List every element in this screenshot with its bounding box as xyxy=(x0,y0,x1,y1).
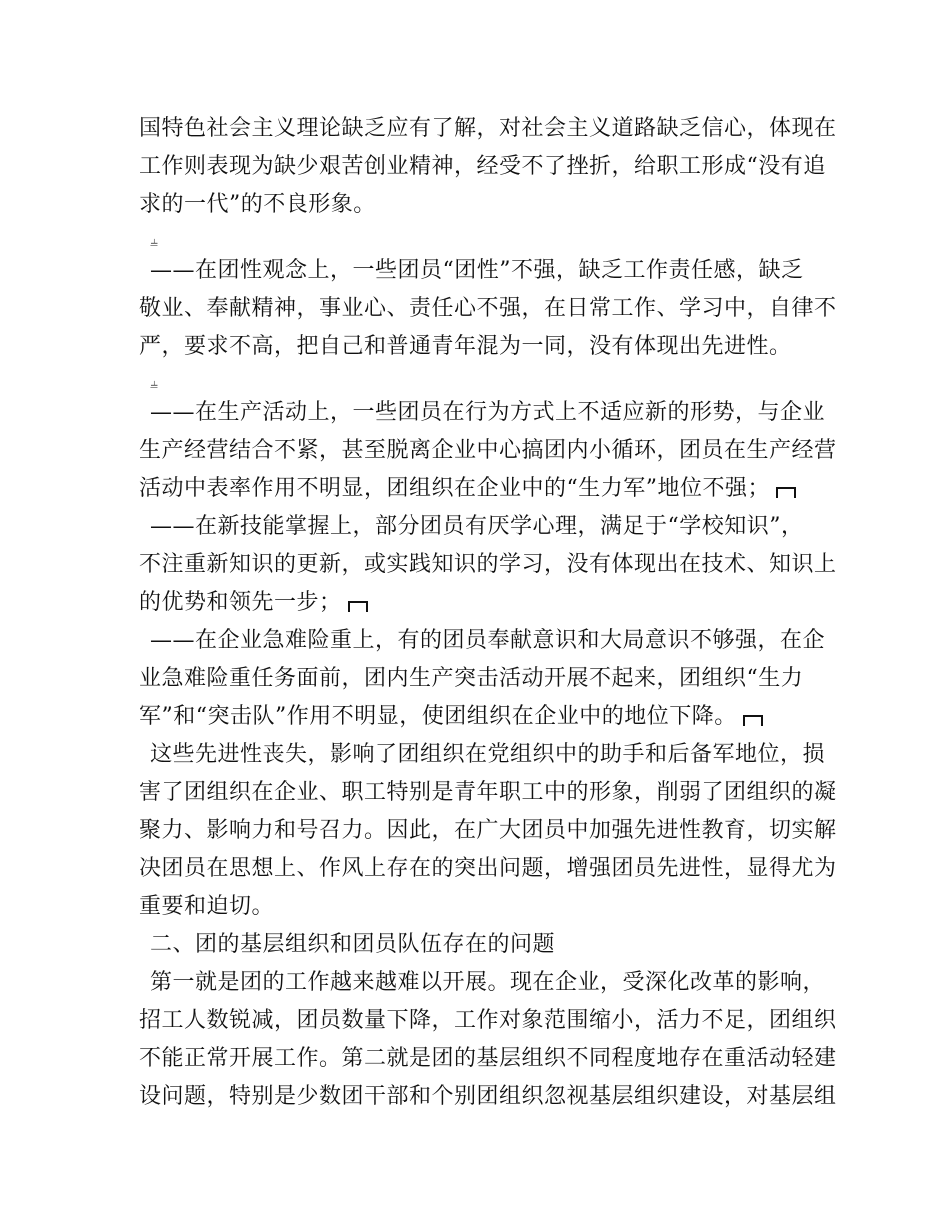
section-heading: 二、团的基层组织和团员队伍存在的问题 xyxy=(150,932,556,957)
text-line: ——在新技能掌握上，部分团员有厌学心理，满足于“学校知识”， xyxy=(150,514,804,539)
text-line: 重要和迫切。 xyxy=(139,894,275,919)
text-line: 国特色社会主义理论缺乏应有了解，对社会主义道路缺乏信心，体现在 xyxy=(139,116,837,141)
text-line: 聚力、影响力和号召力。因此，在广大团员中加强先进性教育，切实解 xyxy=(139,818,837,843)
line-break-icon xyxy=(348,601,368,612)
text-line: 不能正常开展工作。第二就是团的基层组织不同程度地存在重活动轻建 xyxy=(139,1046,837,1071)
text-line: 生产经营结合不紧，甚至脱离企业中心搞团内小循环，团员在生产经营 xyxy=(139,438,837,463)
text-line: 决团员在思想上、作风上存在的突出问题，增强团员先进性，显得尤为 xyxy=(139,856,837,881)
paragraph-mark-icon: ⫨ xyxy=(150,376,158,392)
text-line: 工作则表现为缺少艰苦创业精神，经受不了挫折，给职工形成“没有追 xyxy=(139,154,826,179)
text-line: ——在企业急难险重上，有的团员奉献意识和大局意识不够强，在企 xyxy=(150,628,826,653)
text-line: ——在团性观念上，一些团员“团性”不强，缺乏工作责任感，缺乏 xyxy=(150,258,804,283)
text-line: 害了团组织在企业、职工特别是青年职工中的形象，削弱了团组织的凝 xyxy=(139,780,837,805)
text-line: 活动中表率作用不明显，团组织在企业中的“生力军”地位不强； xyxy=(139,470,796,508)
text-line: ——在生产活动上，一些团员在行为方式上不适应新的形势，与企业 xyxy=(150,400,826,425)
line-break-icon xyxy=(776,487,796,498)
text-line: 严，要求不高，把自己和普通青年混为一同，没有体现出先进性。 xyxy=(139,334,792,359)
text-line: 军”和“突击队”作用不明显，使团组织在企业中的地位下降。 xyxy=(139,698,763,736)
text-line: 招工人数锐减，团员数量下降，工作对象范围缩小，活力不足，团组织 xyxy=(139,1008,837,1033)
text-line: 设问题，特别是少数团干部和个别团组织忽视基层组织建设，对基层组 xyxy=(139,1084,837,1109)
text-line: 这些先进性丧失，影响了团组织在党组织中的助手和后备军地位，损 xyxy=(150,742,826,767)
text-line: 不注重新知识的更新，或实践知识的学习，没有体现出在技术、知识上 xyxy=(139,552,837,577)
text-line: 求的一代”的不良形象。 xyxy=(139,192,376,217)
text-line: 第一就是团的工作越来越难以开展。现在企业，受深化改革的影响， xyxy=(150,970,826,995)
text-line: 的优势和领先一步； xyxy=(139,584,368,622)
text-line: 敬业、奉献精神，事业心、责任心不强，在日常工作、学习中，自律不 xyxy=(139,296,837,321)
line-break-icon xyxy=(743,715,763,726)
text-line: 业急难险重任务面前，团内生产突击活动开展不起来，团组织“生力 xyxy=(139,666,804,691)
paragraph-mark-icon: ⫨ xyxy=(150,234,158,250)
